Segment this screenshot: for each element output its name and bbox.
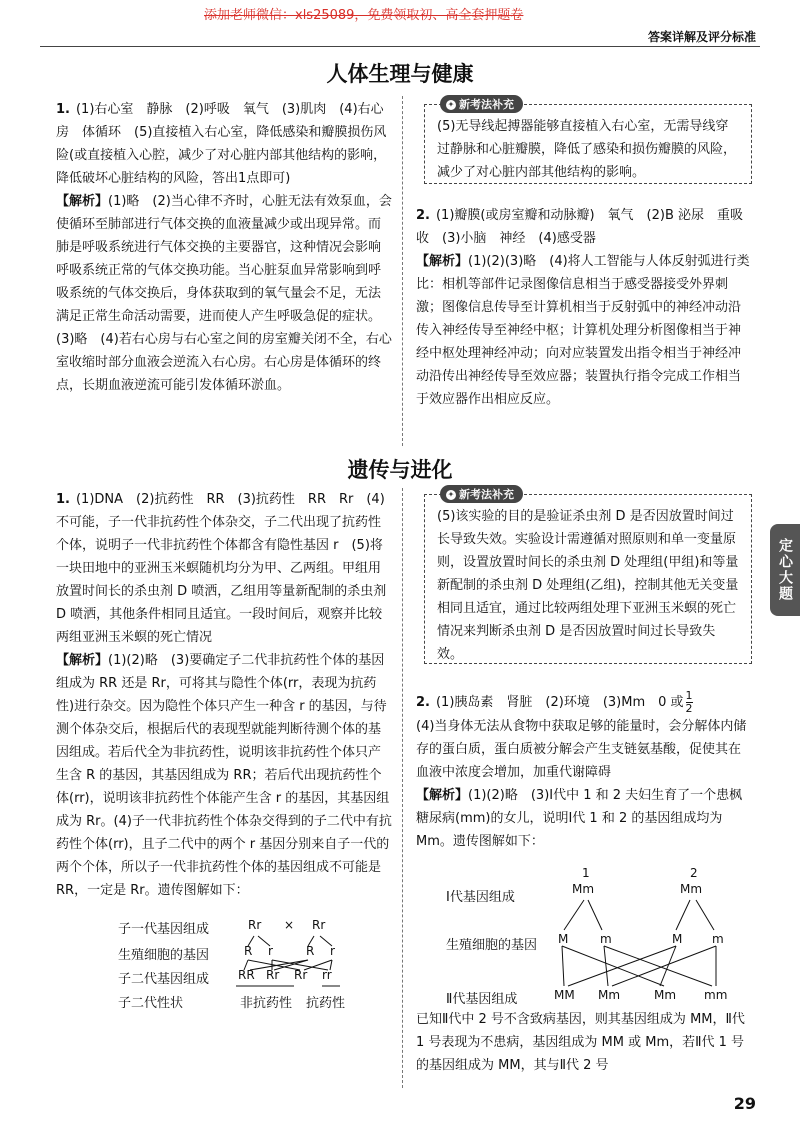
s1-q2-analysis: (1)(2)(3)略 (4)将人工智能与人体反射弧进行类比：相机等部件记录图像信息相当于感受器接受外界刺激；图像信息传导至计算机相当于反射弧中的神经冲动沿传入神经传导至神经中枢；计算机处理分析图像相当于神经中枢处理神经冲动；向对应装置发出指令相当于神经冲动沿传出神经传导至效应器；装置执行指令完成工作相当于效应器作出相应反应。 [416,254,750,407]
s2-q2-analysis: (1)(2)略 (3)Ⅰ代中 1 和 2 夫妇生育了一个患枫糖尿病(mm)的女儿，说明Ⅰ代 1 和 2 的基因组成均为 Mm。遗传图解如下： [416,788,743,849]
s1-q1-answer: (1)右心室 静脉 (2)呼吸 氧气 (3)肌肉 (4)右心房 体循环 (5)直接植入右心室，降低感染和瓣膜损伤风险(或直接植入心腔，减少了对心脏内部其他结构的影响，降低破坏心脏结构的风险，答出1点即可) [56,102,387,186]
d2-cross-lines [540,896,740,990]
d2-label-gen1: Ⅰ代基因组成 [446,890,515,905]
d2-gamete: m [712,932,724,946]
d2-gamete: M [558,932,569,946]
s2-new-method-badge [440,485,523,503]
section1-title: 人体生理与健康 [326,62,474,86]
s2-q2 [416,690,752,853]
watermark: 添加老师微信：xls25089，免费领取初、高全套押题卷 [204,8,524,23]
page-number: 29 [733,1094,756,1113]
d2-offspring: MM [554,988,575,1002]
d1-offspring: Rr [294,968,308,982]
s2-q2-answer: (1)胰岛素 肾脏 (2)环境 (3)Mm 0 或 [435,695,684,710]
s1-badge-label: 新考法补充 [459,98,514,111]
s2-q2-tail [416,1008,752,1077]
s1-new-method-badge [440,95,523,113]
s2-q1-analysis: (1)(2)略 (3)要确定子二代非抗药性个体的基因组成为 RR 还是 Rr，可将其与隐性个体(rr，表现为抗药性)进行杂交。因为隐性个体只产生一种含 r 的基因，与待测个体杂交后，根据后代的表现型就能判断待测个体的基因组成。若后代全为非抗药性，说明该非抗药性个体只产生含 R 的基因，其基因组成为 RR；若后代出现抗药性个体(rr)，说明该非抗药性个体能产生含 r 的基因，其基因组成为 Rr。(4)子一代非抗药性个体杂交得到的子二代中有抗药性个体(rr)，且子二代中的两个 r 基因分别来自子一代的两个个体，所以子一代非抗药性个体的基因组成不可能是 RR，一定是 Rr。遗传图解如下： [56,653,392,898]
d1-label-gametes: 生殖细胞的基因 [118,948,210,963]
d2-offspring: mm [704,988,728,1002]
s2-q2-analysis-tail: 已知Ⅱ代中 2 号不含致病基因，则其基因组成为 MM，Ⅱ代 1 号表现为不患病，基因组成为 MM 或 Mm，若Ⅱ代 1 号的基因组成为 MM，其与Ⅱ代 2 号 [416,1012,745,1073]
d1-gamete: r [268,944,273,958]
s1-q2 [416,204,752,411]
d2-gamete: m [600,932,612,946]
d1-gamete: R [306,944,315,958]
frac-den: 2 [685,702,693,715]
s2-box-text: (5)该实验的目的是验证杀虫剂 D 是否因放置时间过长导致失效。实验设计需遵循对照原则和单一变量原则，设置放置时间长的杀虫剂 D 处理组(甲组)和等量新配制的杀虫剂 D 处理组(乙组)，控制其他无关变量相同且适宜，通过比较两组处理下亚洲玉米螟的死亡情况来判断杀虫剂 D 是否因放置时间过长导致失效。 [437,509,739,662]
s2-q2-analysis-tag: 【解析】 [416,788,469,803]
d2-offspring: Mm [654,988,677,1002]
s2-q1-analysis-tag: 【解析】 [56,653,109,668]
d1-offspring: rr [322,968,332,982]
d2-gamete: M [672,932,683,946]
d1-trait: 非抗药性 [240,996,293,1011]
side-tab: 定心大题 [770,524,800,616]
d1-parent: Rr [248,918,262,932]
s2-badge-label: 新考法补充 [459,488,514,501]
s2-q1-answer: (1)DNA (2)抗药性 RR (3)抗药性 RR Rr (4)不可能，子一代非抗药性个体杂交，子二代出现了抗药性个体，说明子一代非抗药性个体都含有隐性基因 r (5)将一块田地中的亚洲玉米螟随机均分为甲、乙两组。甲组用放置时间长的杀虫剂 D 喷洒，乙组用等量新配制的杀虫剂 D 喷洒，其他条件相同且适宜。一段时间后，观察并比较两组亚洲玉米螟的死亡情况 [56,492,387,645]
d1-parent: Rr [312,918,326,932]
d2-parent-id: 2 [690,866,698,880]
d1-gamete: R [244,944,253,958]
s2-q1 [56,488,392,902]
d2-parent: Mm [572,882,595,896]
s1-q2-number: 2. [416,208,430,223]
d1-gamete: r [330,944,335,958]
s2-new-method-box [424,494,752,664]
d2-label-gen2: Ⅱ代基因组成 [446,992,518,1007]
d1-cross-lines [230,930,360,992]
d1-offspring: Rr [266,968,280,982]
s1-q2-answer: (1)瓣膜(或房室瓣和动脉瓣) 氧气 (2)B 泌尿 重吸收 (3)小脑 神经 (4)感受器 [416,208,744,246]
s2-q1-number: 1. [56,492,70,507]
d2-offspring: Mm [598,988,621,1002]
column-divider-2 [402,488,403,1088]
lightbulb-icon: ✦ [447,100,455,109]
s1-new-method-box [424,104,752,184]
d1-offspring: RR [238,968,255,982]
d2-parent-id: 1 [582,866,590,880]
lightbulb-icon: ✦ [447,490,455,499]
d2-parent: Mm [680,882,703,896]
header-divider [40,46,760,47]
d1-label-f1: 子一代基因组成 [118,922,210,937]
s1-q1-analysis: (1)略 (2)当心律不齐时，心脏无法有效泵血，会使循环至肺部进行气体交换的血液量减少或出现异常。而肺是呼吸系统进行气体交换的主要器官，这种情况会影响呼吸系统正常的气体交换功能。当心脏泵血异常影响到呼吸系统的气体交换后，身体获取到的氧气量会不足，无法满足正常生命活动需要，进而使人产生呼吸急促的症状。(3)略 (4)若右心房与右心室之间的房室瓣关闭不全，右心室收缩时部分血液会逆流入右心房。右心房是体循环的终点，长期血液逆流可能引发体循环淤血。 [56,194,392,393]
s1-box-text: (5)无导线起搏器能够直接植入右心室，无需导线穿过静脉和心脏瓣膜，降低了感染和损伤瓣膜的风险，减少了对心脏内部其他结构的影响。 [437,119,737,180]
s2-q2-number: 2. [416,695,430,710]
fraction-one-half [686,690,693,715]
d2-label-gametes: 生殖细胞的基因 [446,938,538,953]
d1-label-f2: 子二代基因组成 [118,972,210,987]
d1-label-trait: 子二代性状 [118,996,184,1011]
frac-num: 1 [685,689,693,702]
s1-q1-number: 1. [56,102,70,117]
s1-q2-analysis-tag: 【解析】 [416,254,469,269]
s2-q2-answer-tail: (4)当身体无法从食物中获取足够的能量时，会分解体内储存的蛋白质，蛋白质被分解会产生支链氨基酸，促使其在血液中浓度会增加，加重代谢障碍 [416,719,747,780]
d1-trait: 抗药性 [306,996,346,1011]
s1-q1-analysis-tag: 【解析】 [56,194,109,209]
column-divider [402,96,403,446]
section2-title: 遗传与进化 [347,458,453,482]
header-title: 答案详解及评分标准 [647,30,756,44]
d1-cross: × [284,918,295,932]
s1-q1 [56,98,392,397]
